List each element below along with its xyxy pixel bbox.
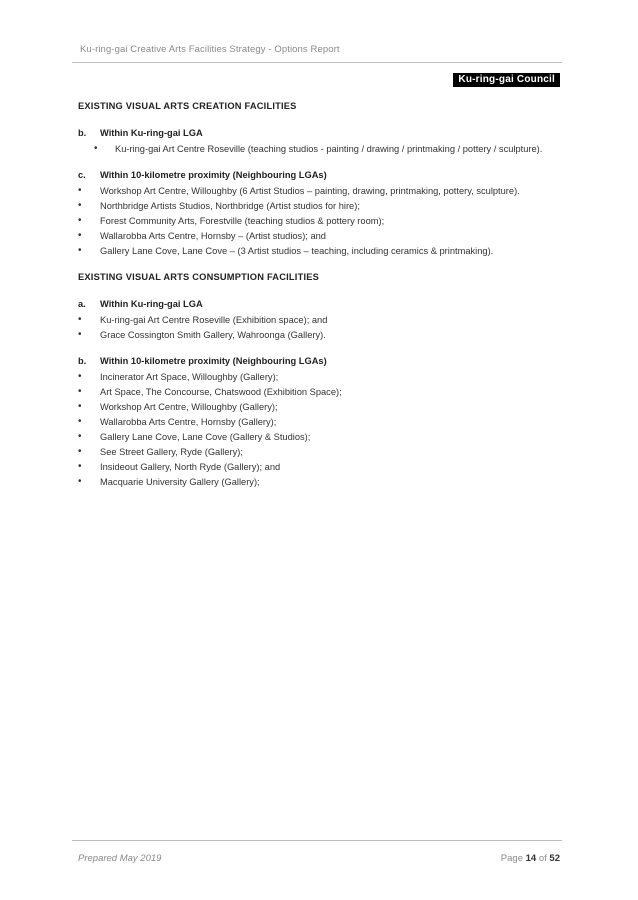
council-logo: Ku-ring-gai Council [453, 73, 560, 87]
creation-b-label: b. [78, 128, 87, 138]
consumption-a-list [78, 313, 564, 342]
header-title: Ku-ring-gai Creative Arts Facilities Strategy - Options Report [80, 44, 340, 55]
consumption-a-title: Within Ku-ring-gai LGA [100, 299, 203, 309]
consumption-b-title: Within 10-kilometre proximity (Neighbouring LGAs) [100, 356, 327, 366]
list-item: • Grace Cossington Smith Gallery, Wahroonga (Gallery). [78, 328, 564, 342]
creation-b-title: Within Ku-ring-gai LGA [100, 128, 203, 138]
document-body [78, 99, 564, 501]
list-item: • Ku-ring-gai Art Centre Roseville (teaching studios - painting / drawing / printmaking / pottery / sculpture). [78, 142, 564, 156]
consumption-b-label: b. [78, 356, 87, 366]
list-item: • Northbridge Artists Studios, Northbridge (Artist studios for hire); [78, 199, 564, 213]
list-item: • Art Space, The Concourse, Chatswood (Exhibition Space); [78, 385, 564, 399]
creation-b-heading [78, 126, 564, 140]
header-divider [72, 62, 562, 63]
list-item: • Ku-ring-gai Art Centre Roseville (Exhibition space); and [78, 313, 564, 327]
list-item: • Gallery Lane Cove, Lane Cove – (3 Artist studios – teaching, including ceramics & printmaking). [78, 244, 564, 258]
creation-section-heading: EXISTING VISUAL ARTS CREATION FACILITIES [78, 101, 297, 111]
current-page: 14 [525, 853, 537, 864]
page-prefix: Page [500, 853, 523, 864]
consumption-b-list [78, 370, 564, 489]
consumption-a-label: a. [78, 299, 86, 309]
total-pages: 52 [549, 853, 560, 864]
list-item: • Gallery Lane Cove, Lane Cove (Gallery & Studios); [78, 430, 564, 444]
list-item: • See Street Gallery, Ryde (Gallery); [78, 445, 564, 459]
creation-c-title: Within 10-kilometre proximity (Neighbouring LGAs) [100, 170, 327, 180]
list-item: • Forest Community Arts, Forestville (teaching studios & pottery room); [78, 214, 564, 228]
page-of: of [538, 853, 547, 864]
list-item: • Insideout Gallery, North Ryde (Gallery); and [78, 460, 564, 474]
list-item: • Workshop Art Centre, Willoughby (Gallery); [78, 400, 564, 414]
list-item: • Workshop Art Centre, Willoughby (6 Artist Studios – painting, drawing, printmaking, pottery, sculpture). [78, 184, 564, 198]
list-item: • Wallarobba Arts Centre, Hornsby – (Artist studios); and [78, 229, 564, 243]
creation-c-list [78, 184, 564, 258]
consumption-a-heading [78, 297, 564, 311]
list-item: • Incinerator Art Space, Willoughby (Gallery); [78, 370, 564, 384]
page-number [501, 853, 560, 864]
creation-c-heading [78, 168, 564, 182]
prepared-date: Prepared May 2019 [78, 853, 162, 864]
consumption-section-heading: EXISTING VISUAL ARTS CONSUMPTION FACILITIES [78, 272, 320, 282]
list-item: • Macquarie University Gallery (Gallery); [78, 475, 564, 489]
footer-divider [72, 840, 562, 841]
creation-b-list [78, 142, 564, 156]
list-item: • Wallarobba Arts Centre, Hornsby (Gallery); [78, 415, 564, 429]
consumption-b-heading [78, 354, 564, 368]
creation-c-label: c. [78, 170, 86, 180]
